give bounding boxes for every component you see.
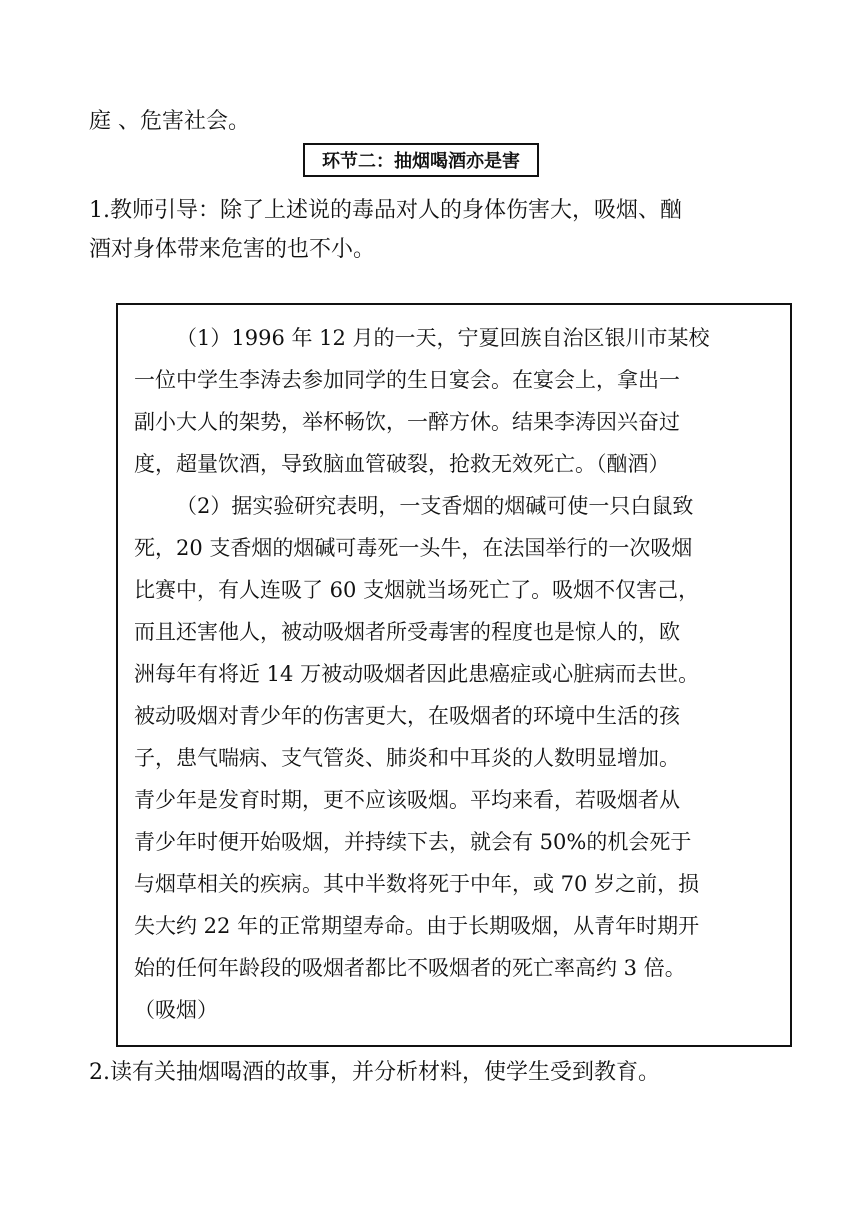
case-box-line: 而且还害他人，被动吸烟者所受毒害的程度也是惊人的，欧 [134, 620, 680, 644]
case-box-line: 失大约 22 年的正常期望寿命。由于长期吸烟，从青年时期开 [134, 914, 700, 938]
item1-line-2: 酒对身体带来危害的也不小。 [89, 237, 376, 262]
case-box-line: 始的任何年龄段的吸烟者都比不吸烟者的死亡率高约 3 倍。 [134, 956, 686, 980]
section-title-box: 环节二：抽烟喝酒亦是害 [303, 143, 539, 177]
case-box-line: 一位中学生李涛去参加同学的生日宴会。在宴会上，拿出一 [134, 368, 680, 392]
case-box-line: 被动吸烟对青少年的伤害更大，在吸烟者的环境中生活的孩 [134, 704, 680, 728]
case-box-line: 副小大人的架势，举杯畅饮，一醉方休。结果李涛因兴奋过 [134, 410, 680, 434]
case-box-line: 青少年是发育时期，更不应该吸烟。平均来看，若吸烟者从 [134, 788, 680, 812]
case-box-line: （1）1996 年 12 月的一天，宁夏回族自治区银川市某校 [176, 326, 710, 350]
case-box-line: （吸烟） [134, 998, 218, 1022]
case-box-line: 死，20 支香烟的烟碱可毒死一头牛，在法国举行的一次吸烟 [134, 536, 693, 560]
item2-line: 2.读有关抽烟喝酒的故事，并分析材料，使学生受到教育。 [89, 1060, 660, 1085]
item1-line-1: 1.教师引导：除了上述说的毒品对人的身体伤害大，吸烟、酗 [89, 198, 682, 223]
case-box-line: 与烟草相关的疾病。其中半数将死于中年，或 70 岁之前，损 [134, 872, 700, 896]
case-box-line: 洲每年有将近 14 万被动吸烟者因此患癌症或心脏病而去世。 [134, 662, 700, 686]
case-box-line: 青少年时便开始吸烟，并持续下去，就会有 50%的机会死于 [134, 830, 692, 854]
case-box-line: 度，超量饮酒，导致脑血管破裂，抢救无效死亡。（酗酒） [134, 452, 670, 476]
case-box-line: 比赛中，有人连吸了 60 支烟就当场死亡了。吸烟不仅害己， [134, 578, 700, 602]
case-box-line: 子，患气喘病、支气管炎、肺炎和中耳炎的人数明显增加。 [134, 746, 680, 770]
case-material-box [116, 303, 792, 1047]
continued-text-line: 庭 、危害社会。 [89, 109, 250, 134]
case-box-line: （2）据实验研究表明，一支香烟的烟碱可使一只白鼠致 [176, 494, 694, 518]
